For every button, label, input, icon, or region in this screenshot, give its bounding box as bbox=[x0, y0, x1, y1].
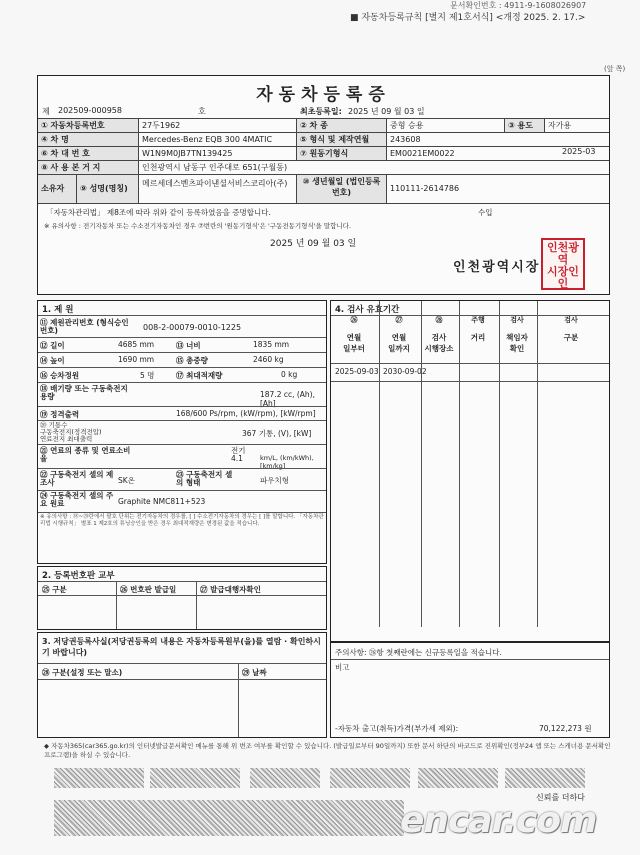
form-reference: ■ 자동차등록규칙 [별지 제1호서식] <개정 2025. 2. 17.> bbox=[350, 13, 586, 23]
vin-label: ⑥ 차 대 번 호 bbox=[38, 147, 138, 160]
battery-value: 367 기통, (V), [kW] bbox=[242, 429, 312, 438]
width-label: ⑬ 너비 bbox=[176, 341, 201, 350]
capacity-label: ⑯ 승차정원 bbox=[40, 371, 80, 380]
garage-value: 인천광역시 남동구 인주대로 651(구월동) bbox=[138, 161, 611, 174]
registration-certificate bbox=[37, 75, 610, 295]
max-load-value: 0 kg bbox=[281, 370, 298, 379]
page-indicator: (앞 쪽) bbox=[604, 65, 626, 73]
inspection-header-3: ㉘ bbox=[435, 316, 443, 324]
mortgage-title: 3. 저당권등록사실(저당권등록의 내용은 자동차등록원부(을)를 열람 · 확인하시기 바랍니다) bbox=[42, 637, 321, 657]
trust-tagline: 신뢰를 더하다 bbox=[536, 793, 585, 802]
owner-name-label: ⑨ 성명(명칭) bbox=[76, 175, 138, 203]
battery-material-label: ㉔ 구동축전지 셀의 주요 원료 bbox=[40, 491, 114, 508]
battery-shape-value: 파우치형 bbox=[260, 476, 289, 485]
garage-label: ⑧ 사 용 본 거 지 bbox=[38, 161, 138, 174]
length-label: ⑫ 길이 bbox=[40, 341, 65, 350]
inspection-header-label-4: 거리 bbox=[470, 333, 486, 342]
inspection-header-6: 검사 bbox=[564, 316, 578, 324]
first-reg-date: 2025 년 09 월 03 일 bbox=[348, 107, 425, 116]
model-code: 243608 bbox=[386, 133, 611, 146]
spec-section-title: 1. 제 원 bbox=[42, 305, 74, 315]
owner-label: 소유자 bbox=[38, 175, 76, 203]
purpose-label: ③ 용도 bbox=[504, 119, 544, 132]
birth-label: ⑩ 생년월일 (법인등록번호) bbox=[296, 175, 386, 203]
inspection-header-label-5: 책임자 확인 bbox=[506, 333, 528, 353]
height-label: ⑭ 높이 bbox=[40, 356, 65, 365]
vehicle-type-label: ② 차 종 bbox=[296, 119, 386, 132]
issuer-name: 인천광역시장 bbox=[453, 260, 541, 275]
vehicle-type-value: 중형 승용 bbox=[386, 119, 504, 132]
caution-note: ※ 유의사항 : 전기자동차 또는 수소전기자동차인 경우 ⑦번란의 '원동기형식'은 '구동전동기형식'을 말합니다. bbox=[44, 222, 352, 230]
mortgage-section bbox=[37, 632, 327, 738]
footer-notice: ◆ 자동차365(car365.go.kr)의 인터넷발급문서확인 메뉴를 통해 위 변조 여부를 확인할 수 있습니다. (발급일로부터 90일까지) 또한 문서 하단의 바코드로 진위확인(정부24 앱 또는 스캐너용 문서확인 프로그램)을 하실 수 있습니다. bbox=[44, 742, 611, 759]
cert-no-label: 제 bbox=[42, 107, 50, 116]
scan-pattern bbox=[54, 800, 404, 836]
owner-name-value: 메르세데스벤츠파이낸셜서비스코리아(주) bbox=[138, 175, 296, 203]
inspection-title: 4. 검사 유효기간 bbox=[335, 305, 400, 315]
factory-price-label: -자동차 출고(취득)가격(부가세 제외): bbox=[335, 724, 459, 733]
vin-value: W1N9M0JB7TN139425 bbox=[138, 147, 296, 160]
motor-type-value: EM0021EM0022 bbox=[386, 147, 611, 160]
fuel-type: 전기 4.1 bbox=[231, 446, 246, 463]
reg-no-label: ① 자동차등록번호 bbox=[38, 119, 138, 132]
remarks-label: 비고 bbox=[335, 663, 350, 672]
encar-watermark: encar.com bbox=[400, 800, 597, 841]
battery-material-value: Graphite NMC811+523 bbox=[118, 497, 206, 506]
inspection-header-label-1: 연월 일부터 bbox=[343, 333, 365, 353]
motor-type-label: ⑦ 원동기형식 bbox=[296, 147, 386, 160]
barcode-3 bbox=[250, 768, 320, 788]
cert-number: 202509-000958 bbox=[58, 106, 122, 115]
battery-shape-label: ㉓ 구동축전지 셀의 형태 bbox=[176, 470, 233, 487]
plate-issue-title: 2. 등록번호판 교부 bbox=[42, 571, 115, 581]
battery-maker-value: SK온 bbox=[118, 476, 135, 485]
spec-footnote: ※ 유의사항 : ⑱~⑳란에서 괄호 단위는 전기자동차의 경우를, [ ] 수소전기자동차의 경우는 [ ]를 말합니다. 「자동차관리법 시행규칙」 별표 1 제2호의 튜닝승인을 받은 경우 최대적재량은 변경된 값을 적습니다. bbox=[40, 514, 324, 527]
fee-stamp: 수입 bbox=[478, 208, 493, 217]
mortgage-col-date: ㉙ 날짜 bbox=[242, 668, 267, 677]
issue-number-top: 문서확인번호 : 4911-9-1608026907 bbox=[450, 1, 587, 10]
inspection-header-label-3: 검사 시행장소 bbox=[424, 333, 454, 353]
inspection-end: 2030-09-02 bbox=[383, 367, 427, 376]
reg-no-value: 27두1962 bbox=[138, 119, 296, 132]
barcode-1 bbox=[54, 768, 144, 788]
inspection-header-1: ㉖ bbox=[350, 316, 358, 324]
notes-box bbox=[330, 642, 610, 738]
spec-section bbox=[37, 300, 327, 564]
weight-value: 2460 kg bbox=[253, 355, 284, 364]
max-load-label: ⑰ 최대적재량 bbox=[176, 371, 223, 380]
fuel-efficiency: km/L, (km/kWh), [km/kg] bbox=[260, 454, 314, 470]
max-power-value: 168/600 Ps/rpm, (kW/rpm), [kW/rpm] bbox=[176, 409, 316, 418]
barcode-5 bbox=[418, 768, 498, 788]
width-value: 1835 mm bbox=[253, 340, 290, 349]
inspection-header-4: 주행 bbox=[471, 316, 485, 324]
first-reg-label: 최초등록일: bbox=[300, 107, 342, 116]
battery-label: ⑳ 기통수 구동축전지(정격전압) 연료전지 최대출력 bbox=[40, 421, 102, 443]
weight-label: ⑮ 총중량 bbox=[176, 356, 208, 365]
model-year-label: ⑤ 형식 및 제작연월 bbox=[296, 133, 386, 146]
seal-text: 인천광역 시장인인 bbox=[547, 241, 579, 290]
capacity-value: 5 명 bbox=[140, 371, 155, 380]
battery-maker-label: ㉒ 구동축전지 셀의 제조사 bbox=[40, 470, 114, 487]
registration-statement: 「자동차관리법」 제8조에 따라 위와 같이 등록하였음을 증명합니다. bbox=[46, 208, 271, 217]
car-name-value: Mercedes-Benz EQB 300 4MATIC bbox=[138, 133, 296, 146]
plate-col-type: ㉕ 구분 bbox=[42, 585, 67, 594]
inspection-header-2: ㉗ bbox=[395, 316, 403, 324]
official-seal bbox=[541, 238, 585, 290]
plate-col-date: ㉖ 번호판 발급일 bbox=[120, 585, 177, 594]
height-value: 1690 mm bbox=[118, 355, 155, 364]
model-year-value: 2025-03 bbox=[562, 147, 596, 156]
plate-col-agent: ㉗ 발급대행자확인 bbox=[200, 585, 261, 594]
max-power-label: ⑲ 정격출력 bbox=[40, 410, 80, 419]
car-name-label: ④ 차 명 bbox=[38, 133, 138, 146]
displacement-label: ⑱ 배기량 또는 구동축전지 용량 bbox=[40, 384, 128, 401]
inspection-start: 2025-09-03 bbox=[335, 367, 379, 376]
barcode-6 bbox=[505, 768, 585, 788]
cert-no-suffix: 호 bbox=[198, 107, 206, 116]
displacement-value: 187.2 cc, (Ah), [Ah] bbox=[260, 390, 315, 408]
factory-price-value: 70,122,273 원 bbox=[539, 724, 592, 733]
issue-date: 2025 년 09 월 03 일 bbox=[270, 239, 357, 249]
inspection-header-5: 검사 bbox=[510, 316, 524, 324]
document-title: 자동차등록증 bbox=[256, 85, 391, 105]
inspection-header-label-6: 구분 bbox=[563, 333, 579, 342]
fuel-label: ㉑ 연료의 종류 및 연료소비율 bbox=[40, 446, 131, 463]
purpose-value: 자가용 bbox=[544, 119, 611, 132]
mortgage-col-type: ㉘ 구분(설정 또는 말소) bbox=[42, 668, 123, 677]
barcode-4 bbox=[330, 768, 410, 788]
type-approval-label: ⑪ 제원관리번호 (형식승인번호) bbox=[40, 318, 129, 335]
corp-reg-value: 110111-2614786 bbox=[386, 175, 611, 203]
barcode-2 bbox=[150, 768, 240, 788]
plate-issue-section bbox=[37, 566, 327, 630]
inspection-header-label-2: 연월 일까지 bbox=[388, 333, 410, 353]
length-value: 4685 mm bbox=[118, 340, 155, 349]
notes-label: 주의사항: ㉖항 첫째란에는 신규등록일을 적습니다. bbox=[335, 648, 502, 657]
type-approval-value: 008-2-00079-0010-1225 bbox=[143, 323, 242, 332]
